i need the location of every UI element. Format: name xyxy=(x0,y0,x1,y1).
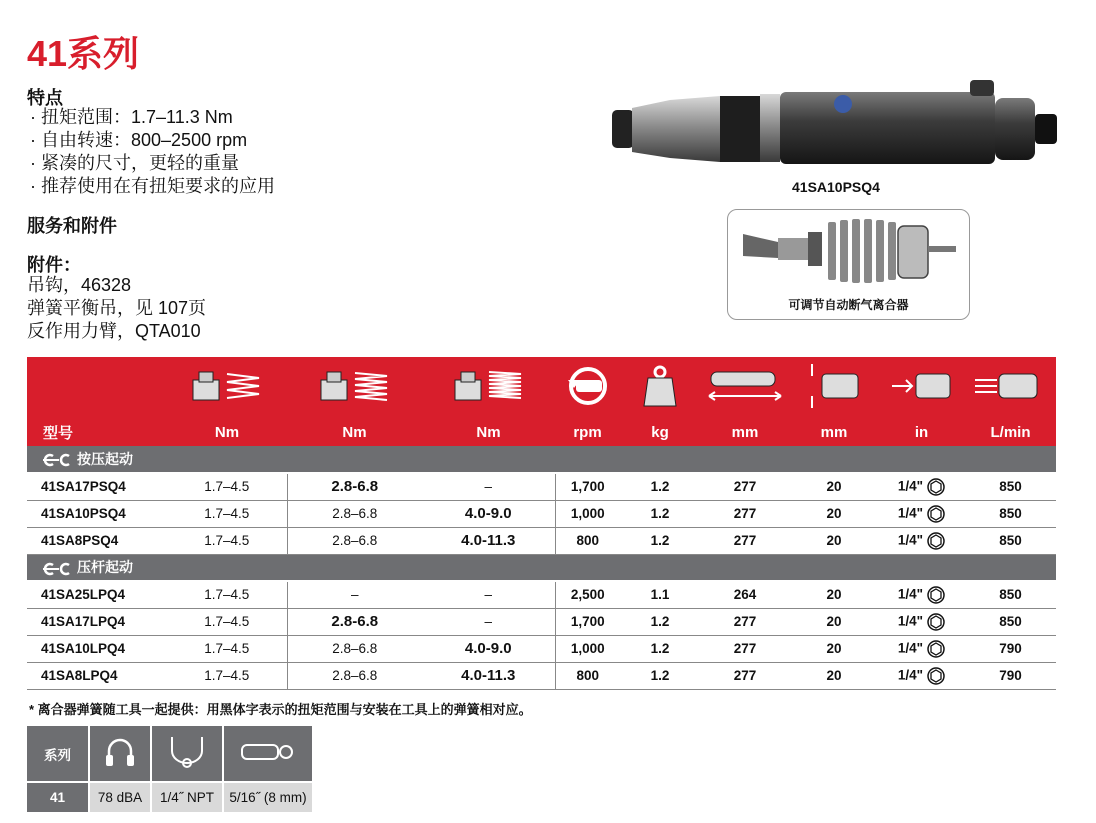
table-cell: 850 xyxy=(999,533,1022,548)
weight-icon xyxy=(642,364,678,408)
air-inlet-value: 1/4˝ NPT xyxy=(151,782,223,812)
table-cell: 277 xyxy=(733,614,757,629)
noise-value: 78 dBA xyxy=(89,782,151,812)
accessory-item: 反作用力臂，QTA010 xyxy=(27,321,201,341)
table-cell: 277 xyxy=(733,641,757,656)
feature-item: · 推荐使用在有扭矩要求的应用 xyxy=(30,175,275,198)
series-header-row xyxy=(27,726,313,782)
table-cell: 850 xyxy=(999,587,1022,603)
spring-torque-2-icon xyxy=(317,368,393,404)
table-cell: 2,500 xyxy=(570,587,605,603)
bit-drive-icon xyxy=(890,368,954,404)
model-name: 41SA10LPQ4 xyxy=(41,641,126,656)
group-label: 按压起动 xyxy=(77,451,133,467)
table-cell: – xyxy=(484,587,492,603)
table-cell: – xyxy=(350,587,359,603)
trigger-type-icon xyxy=(41,562,71,576)
table-cell: 1.2 xyxy=(650,614,670,629)
header-cell: Nm xyxy=(422,418,555,446)
table-cell: 1/4" xyxy=(897,613,924,629)
table-cell: 264 xyxy=(733,587,757,603)
table-cell: 850 xyxy=(999,506,1022,521)
group-row xyxy=(27,446,1056,473)
table-cell: 4.0-11.3 xyxy=(461,667,516,684)
table-cell: 790 xyxy=(999,641,1022,656)
table-cell: 20 xyxy=(826,614,842,629)
table-cell: 4.0-9.0 xyxy=(464,505,512,522)
table-cell: 1.1 xyxy=(650,587,670,603)
accessory-item: 吊钩，46328 xyxy=(27,275,132,295)
table-cell: 1.2 xyxy=(650,641,670,656)
table-cell: 1,700 xyxy=(570,614,605,629)
table-row xyxy=(27,527,1056,554)
header-cell: Nm xyxy=(287,418,422,446)
table-cell: 1.7–4.5 xyxy=(204,533,250,548)
table-cell: 1/4" xyxy=(897,640,924,656)
headphones-icon xyxy=(103,735,137,769)
header-cell: mm xyxy=(790,418,878,446)
hex-drive-icon xyxy=(927,478,945,496)
table-cell: 20 xyxy=(826,479,842,495)
length-icon xyxy=(705,366,785,406)
table-cell: 1.2 xyxy=(650,506,670,521)
screwdriver-tool-image xyxy=(610,72,1065,172)
unit-header-row xyxy=(27,418,1056,446)
table-cell: 1.7–4.5 xyxy=(204,587,250,603)
table-cell: 1.2 xyxy=(650,479,670,495)
model-name: 41SA8LPQ4 xyxy=(41,668,118,683)
group-label: 压杆起动 xyxy=(77,559,133,576)
hex-drive-icon xyxy=(927,667,945,685)
clutch-caption: 可调节自动断气离合器 xyxy=(788,298,909,312)
accessories-heading: 附件： xyxy=(27,255,81,275)
model-name: 41SA8PSQ4 xyxy=(41,533,119,548)
table-cell: 4.0-11.3 xyxy=(461,532,516,549)
table-cell: 1/4" xyxy=(897,532,924,548)
air-inlet-icon xyxy=(164,733,210,771)
header-cell: 型号 xyxy=(27,418,167,446)
model-name: 41SA17LPQ4 xyxy=(41,614,126,629)
table-cell: 277 xyxy=(733,479,757,495)
series-label: 系列 xyxy=(27,726,89,782)
table-cell: 1/4" xyxy=(897,478,924,494)
table-cell: – xyxy=(484,614,492,629)
model-name: 41SA25LPQ4 xyxy=(41,587,126,603)
table-cell: 4.0-9.0 xyxy=(464,640,512,657)
table-cell: 20 xyxy=(826,641,842,656)
table-row xyxy=(27,608,1056,635)
table-cell: 277 xyxy=(733,668,757,683)
table-cell: 1,000 xyxy=(570,641,605,656)
table-cell: 790 xyxy=(999,668,1022,683)
table-cell: 1.7–4.5 xyxy=(204,506,250,521)
spec-table xyxy=(27,357,1056,690)
hex-drive-icon xyxy=(927,505,945,523)
offset-icon xyxy=(802,360,866,412)
hex-drive-icon xyxy=(927,613,945,631)
table-cell: 1.7–4.5 xyxy=(204,479,250,495)
table-row xyxy=(27,662,1056,689)
table-cell: 2.8–6.8 xyxy=(332,668,378,683)
model-name: 41SA17PSQ4 xyxy=(41,479,126,495)
header-cell: mm xyxy=(700,418,790,446)
speed-icon xyxy=(562,364,614,408)
feature-item: · 紧凑的尺寸，更轻的重量 xyxy=(30,152,275,175)
features-heading: 特点 xyxy=(27,88,63,108)
feature-item: · 自由转速：800–2500 rpm xyxy=(30,129,275,152)
hose-size-value: 5/16˝ (8 mm) xyxy=(223,782,313,812)
table-cell: 20 xyxy=(826,506,842,521)
footnote: * 离合器弹簧随工具一起提供：用黑体字表示的扭矩范围与安装在工具上的弹簧相对应。 xyxy=(29,702,532,717)
table-cell: 2.8–6.8 xyxy=(332,533,378,548)
trigger-type-icon xyxy=(41,453,71,467)
spring-torque-1-icon xyxy=(189,368,265,404)
clutch-illustration-box xyxy=(727,209,970,320)
table-cell: 2.8-6.8 xyxy=(331,613,379,630)
series-value-row xyxy=(27,782,313,812)
series-value: 41 xyxy=(27,782,89,812)
table-cell: 850 xyxy=(999,614,1022,629)
table-cell: 800 xyxy=(576,668,600,683)
table-cell: 20 xyxy=(826,587,842,603)
accessories-list xyxy=(27,274,206,343)
hex-drive-icon xyxy=(927,532,945,550)
table-cell: 277 xyxy=(733,506,757,521)
header-cell: rpm xyxy=(555,418,620,446)
table-cell: 1/4" xyxy=(897,667,924,683)
table-cell: 800 xyxy=(576,533,600,548)
features-list xyxy=(30,106,275,198)
group-row xyxy=(27,554,1056,581)
table-cell: 2.8–6.8 xyxy=(332,506,378,521)
spring-torque-3-icon xyxy=(451,368,527,404)
table-cell: 1.7–4.5 xyxy=(204,668,250,683)
table-cell: 277 xyxy=(733,533,757,548)
table-row xyxy=(27,473,1056,500)
table-cell: 2.8–6.8 xyxy=(332,641,378,656)
header-cell: kg xyxy=(620,418,700,446)
header-cell: in xyxy=(878,418,965,446)
table-cell: 1.2 xyxy=(650,533,670,548)
table-cell: 1.7–4.5 xyxy=(204,641,250,656)
accessory-item: 弹簧平衡吊，见 107页 xyxy=(27,298,207,318)
model-name: 41SA10PSQ4 xyxy=(41,506,126,521)
air-flow-icon xyxy=(973,370,1049,402)
table-cell: 1.7–4.5 xyxy=(204,614,250,629)
table-cell: 850 xyxy=(999,479,1022,495)
feature-item: · 扭矩范围：1.7–11.3 Nm xyxy=(30,106,275,129)
series-table xyxy=(27,726,314,812)
service-heading: 服务和附件 xyxy=(27,216,117,236)
table-cell: 1/4" xyxy=(897,505,924,521)
table-row xyxy=(27,500,1056,527)
table-row xyxy=(27,581,1056,608)
table-cell: 20 xyxy=(826,533,842,548)
table-cell: 1,000 xyxy=(570,506,605,521)
header-cell: L/min xyxy=(965,418,1056,446)
table-cell: – xyxy=(484,479,492,495)
page-title: 41系列 xyxy=(27,33,140,74)
header-cell: Nm xyxy=(167,418,287,446)
hex-drive-icon xyxy=(927,640,945,658)
table-cell: 2.8-6.8 xyxy=(331,478,379,496)
table-cell: 20 xyxy=(826,668,842,683)
clutch-icon xyxy=(738,216,960,288)
tool-caption: 41SA10PSQ4 xyxy=(792,179,880,195)
hex-drive-icon xyxy=(927,586,945,604)
hose-size-icon xyxy=(238,737,298,767)
table-cell: 1/4" xyxy=(897,586,924,602)
icon-header-row xyxy=(27,357,1056,418)
table-cell: 1.2 xyxy=(650,668,670,683)
table-row xyxy=(27,635,1056,662)
table-cell: 1,700 xyxy=(570,479,605,495)
